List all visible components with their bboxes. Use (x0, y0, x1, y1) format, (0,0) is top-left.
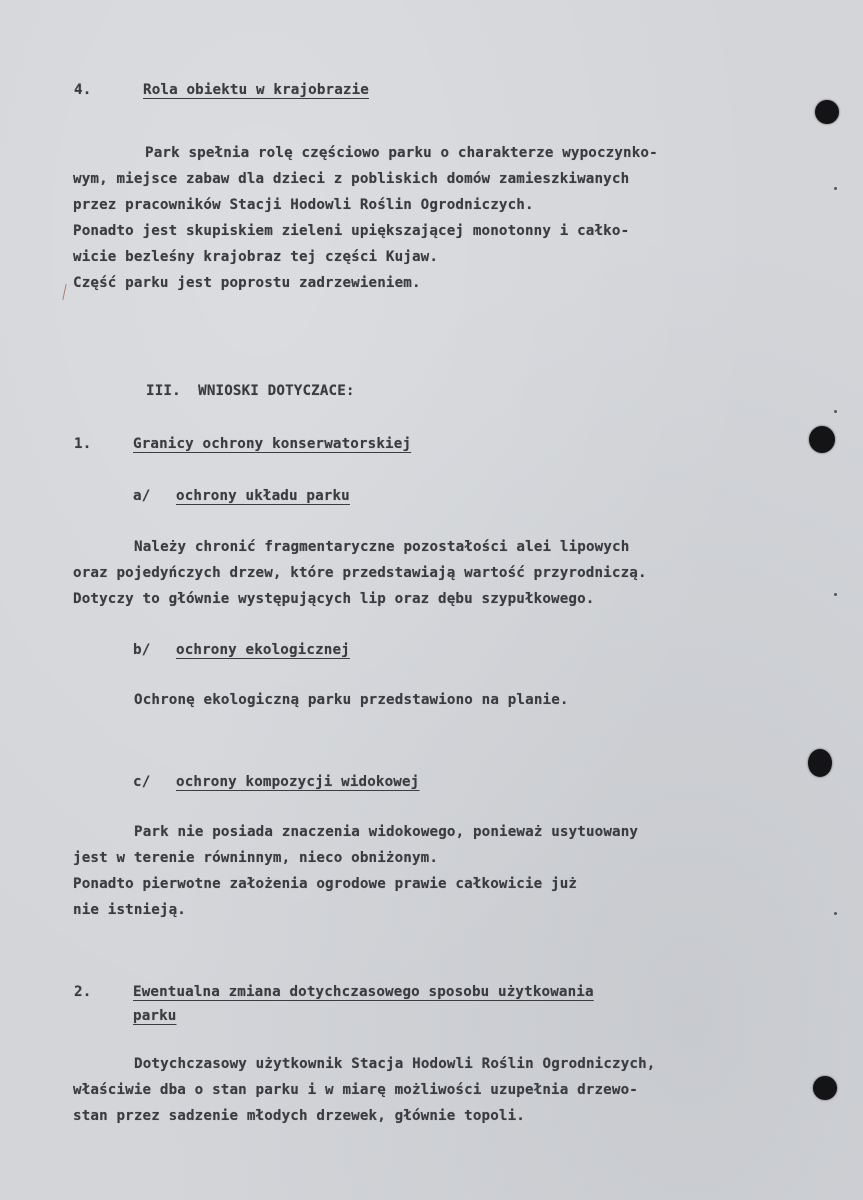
margin-dot (834, 593, 837, 596)
item-1-heading: Granicy ochrony konserwatorskiej (133, 436, 412, 452)
item-1-number: 1. (74, 436, 92, 452)
body-line: Ponadto pierwotne założenia ogrodowe prawie całkowicie już (73, 876, 578, 892)
body-line: nie istnieją. (73, 902, 186, 918)
body-line: Ponadto jest skupiskiem zieleni upiększającej monotonny i całko- (73, 223, 630, 239)
subitem-b-heading: ochrony ekologicznej (176, 642, 350, 658)
margin-dot (834, 912, 837, 915)
subitem-b-label: b/ (133, 642, 151, 658)
margin-dot (834, 410, 837, 413)
subitem-c-heading: ochrony kompozycji widokowej (176, 774, 420, 790)
section-4-heading: Rola obiektu w krajobrazie (143, 82, 369, 98)
body-line: Park spełnia rolę częściowo parku o charakterze wypoczynko- (145, 145, 658, 161)
subitem-a-heading: ochrony układu parku (176, 488, 350, 504)
body-line: Dotychczasowy użytkownik Stacja Hodowli Roślin Ogrodniczych, (134, 1056, 656, 1072)
red-pencil-mark (62, 284, 66, 300)
punch-hole (815, 100, 839, 124)
body-line: oraz pojedyńczych drzew, które przedstawiają wartość przyrodniczą. (73, 565, 647, 581)
item-2-number: 2. (74, 984, 92, 1000)
subitem-c-label: c/ (133, 774, 151, 790)
part-3-heading: III. WNIOSKI DOTYCZACE: (146, 383, 355, 399)
body-line: wicie bezleśny krajobraz tej części Kujaw. (73, 249, 439, 265)
body-line: właściwie dba o stan parku i w miarę możliwości uzupełnia drzewo- (73, 1082, 638, 1098)
body-line: Część parku jest poprostu zadrzewieniem. (73, 275, 421, 291)
item-2-heading-line-2: parku (133, 1008, 177, 1024)
body-line: Park nie posiada znaczenia widokowego, ponieważ usytuowany (134, 824, 639, 840)
body-line: Ochronę ekologiczną parku przedstawiono na planie. (134, 692, 569, 708)
section-4-number: 4. (74, 82, 92, 98)
subitem-a-label: a/ (133, 488, 151, 504)
body-line: jest w terenie równinnym, nieco obniżonym. (73, 850, 439, 866)
item-2-heading-line-1: Ewentualna zmiana dotychczasowego sposobu użytkowania (133, 984, 594, 1000)
margin-dot (834, 187, 837, 190)
body-line: stan przez sadzenie młodych drzewek, głównie topoli. (73, 1108, 525, 1124)
punch-hole (813, 1076, 837, 1100)
punch-hole (809, 426, 835, 453)
punch-hole (808, 749, 832, 777)
body-line: przez pracowników Stacji Hodowli Roślin Ogrodniczych. (73, 197, 534, 213)
body-line: wym, miejsce zabaw dla dzieci z pobliskich domów zamieszkiwanych (73, 171, 630, 187)
body-line: Dotyczy to głównie występujących lip oraz dębu szypułkowego. (73, 591, 595, 607)
body-line: Należy chronić fragmentaryczne pozostałości alei lipowych (134, 539, 630, 555)
